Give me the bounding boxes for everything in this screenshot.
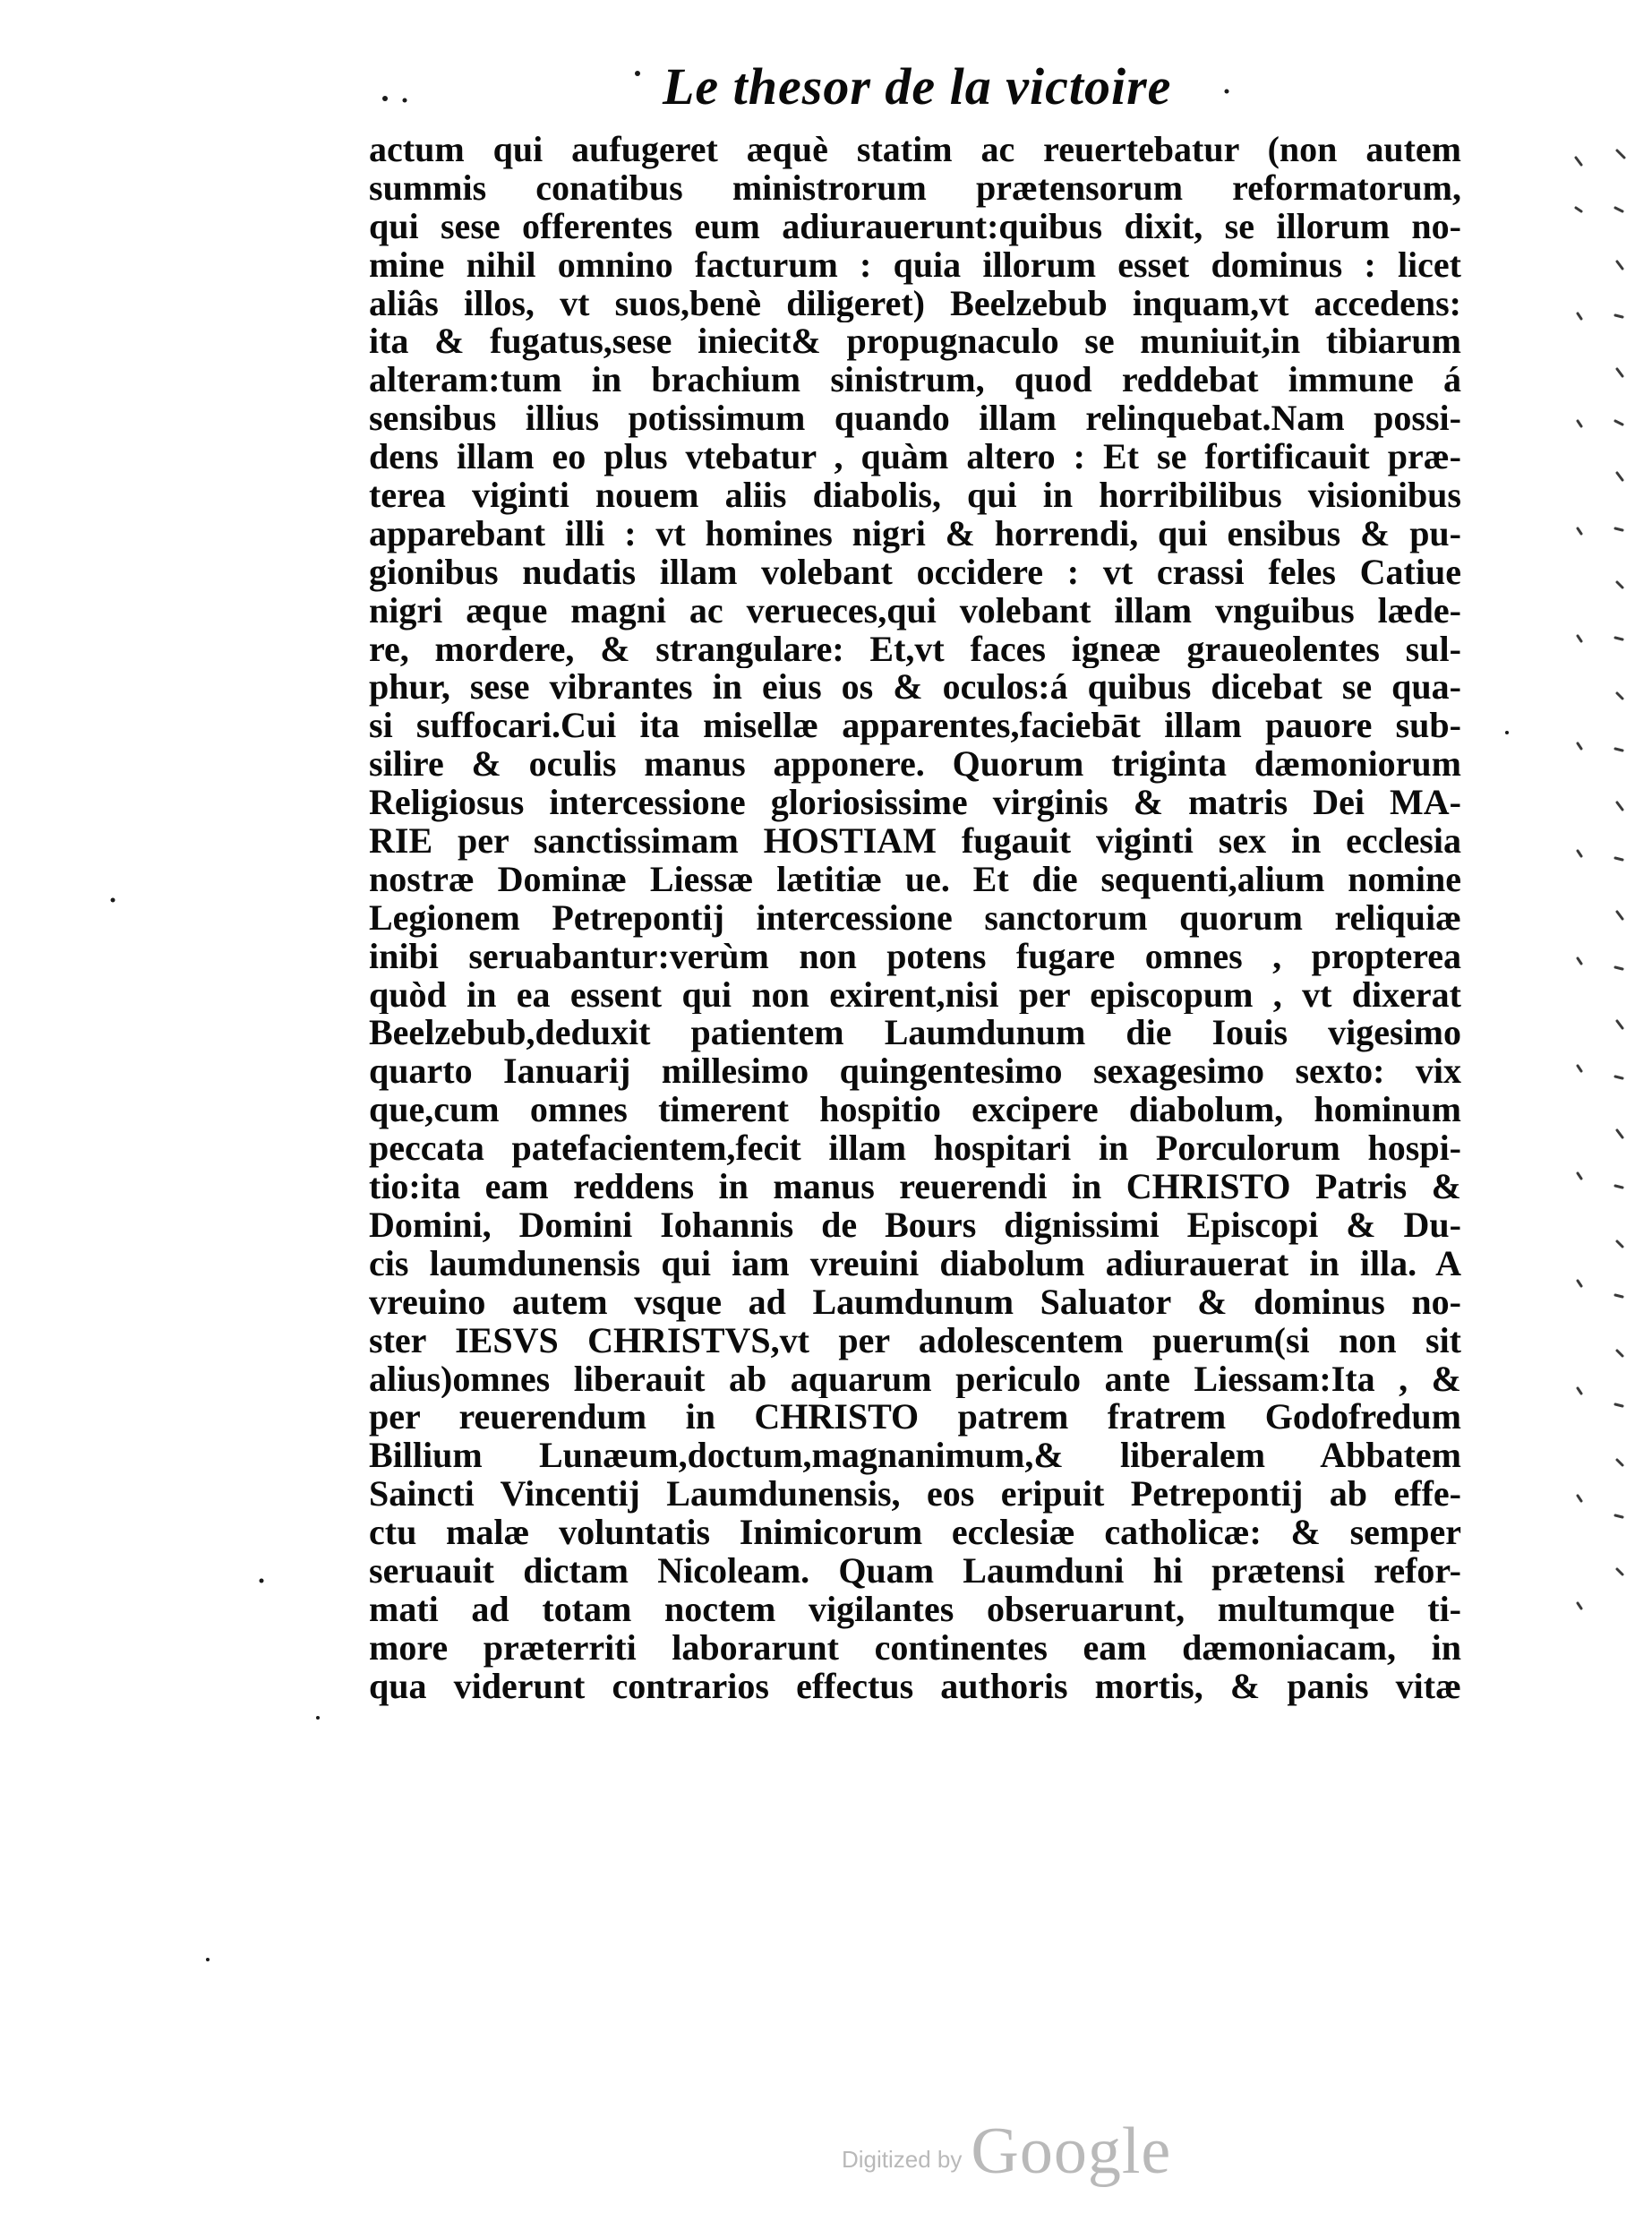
text-line: peccata patefacientem,fecit illam hospitari in Porculorum hospi-	[369, 1129, 1461, 1169]
text-line: si suffocari.Cui ita misellæ apparentes,faciebāt illam pauore sub-	[369, 707, 1461, 746]
text-line: gionibus nudatis illam volebant occidere : vt crassi feles Catiue	[369, 553, 1461, 592]
text-line: Beelzebub,deduxit patientem Laumdunum die Iouis vigesimo	[369, 1014, 1461, 1053]
text-line: nigri æque magni ac verueces,qui volebant illam vnguibus læde-	[369, 591, 1461, 631]
text-line: ita & fugatus,sese iniecit& propugnaculo se muniuit,in tibiarum	[369, 322, 1461, 362]
text-line: dens illam eo plus vtebatur , quàm altero : Et se fortificauit præ-	[369, 438, 1461, 477]
text-line: mine nihil omnino facturum : quia illorum esset dominus : licet	[369, 245, 1461, 285]
digitized-by-google-watermark	[842, 2114, 1218, 2188]
text-line: qua viderunt contrarios effectus authoris mortis, & panis vitæ	[369, 1667, 1461, 1706]
text-line: apparebant illi : vt homines nigri & horrendi, qui ensibus & pu-	[369, 514, 1461, 553]
text-line: alius)omnes liberauit ab aquarum periculo ante Liessam:Ita , &	[369, 1360, 1461, 1399]
text-line: RIE per sanctissimam HOSTIAM fugauit viginti sex in ecclesia	[369, 822, 1461, 861]
text-line: silire & oculis manus apponere. Quorum triginta dæmoniorum	[369, 745, 1461, 785]
text-line: que,cum omnes timerent hospitio excipere diabolum, hominum	[369, 1091, 1461, 1130]
text-line: alteram:tum in brachium sinistrum, quod reddebat immune á	[369, 361, 1461, 400]
text-line: nostræ Dominæ Liessæ lætitiæ ue. Et die sequenti,alium nomine	[369, 860, 1461, 899]
text-line: inibi seruabantur:verùm non potens fugare omnes , propterea	[369, 937, 1461, 976]
google-logo: Google	[971, 2115, 1172, 2188]
text-line: qui sese offerentes eum adiurauerunt:quibus dixit, se illorum no-	[369, 207, 1461, 246]
text-line: Billium Lunæum,doctum,magnanimum,& liberalem Abbatem	[369, 1437, 1461, 1476]
text-line: sensibus illius potissimum quando illam relinquebat.Nam possi-	[369, 399, 1461, 439]
text-line: Legionem Petrepontij intercessione sanctorum quorum reliquiæ	[369, 898, 1461, 938]
running-head: Le thesor de la victoire	[663, 57, 1172, 116]
text-line: aliâs illos, vt suos,benè diligeret) Beelzebub inquam,vt accedens:	[369, 284, 1461, 323]
text-line: tio:ita eam reddens in manus reuerendi in CHRISTO Patris &	[369, 1168, 1461, 1206]
watermark-prefix: Digitized by	[842, 2146, 963, 2173]
text-line: Saincti Vincentij Laumdunensis, eos eripuit Petrepontij ab effe-	[369, 1475, 1461, 1514]
text-line: ctu malæ voluntatis Inimicorum ecclesiæ catholicæ: & semper	[369, 1514, 1461, 1552]
text-line: vreuino autem vsque ad Laumdunum Saluator & dominus no-	[369, 1282, 1461, 1322]
text-line: cis laumdunensis qui iam vreuini diabolum adiurauerat in illa. A	[369, 1244, 1461, 1283]
text-line: Religiosus intercessione gloriosissime virginis & matris Dei MA-	[369, 784, 1461, 823]
text-line: re, mordere, & strangulare: Et,vt faces igneæ graueolentes sul-	[369, 630, 1461, 669]
text-line: per reuerendum in CHRISTO patrem fratrem Godofredum	[369, 1398, 1461, 1437]
text-line: seruauit dictam Nicoleam. Quam Laumduni hi prætensi refor-	[369, 1551, 1461, 1591]
text-line: ster IESVS CHRISTVS,vt per adolescentem puerum(si non sit	[369, 1321, 1461, 1360]
text-line: summis conatibus ministrorum prætensorum reformatorum,	[369, 168, 1461, 208]
text-line: terea viginti nouem aliis diabolis, qui in horribilibus visionibus	[369, 476, 1461, 515]
text-line: mati ad totam noctem vigilantes obseruarunt, multumque ti-	[369, 1590, 1461, 1629]
text-line: quarto Ianuarij millesimo quingentesimo sexagesimo sexto: vix	[369, 1052, 1461, 1092]
text-line: Domini, Domini Iohannis de Bours dignissimi Episcopi & Du-	[369, 1205, 1461, 1245]
text-line: actum qui aufugeret æquè statim ac reuertebatur (non autem	[369, 131, 1461, 169]
text-line: quòd in ea essent qui non exirent,nisi per episcopum , vt dixerat	[369, 975, 1461, 1015]
text-line: more præterriti laborarunt continentes eam dæmoniacam, in	[369, 1628, 1461, 1668]
text-line: phur, sese vibrantes in eius os & oculos:á quibus dicebat se qua-	[369, 668, 1461, 708]
